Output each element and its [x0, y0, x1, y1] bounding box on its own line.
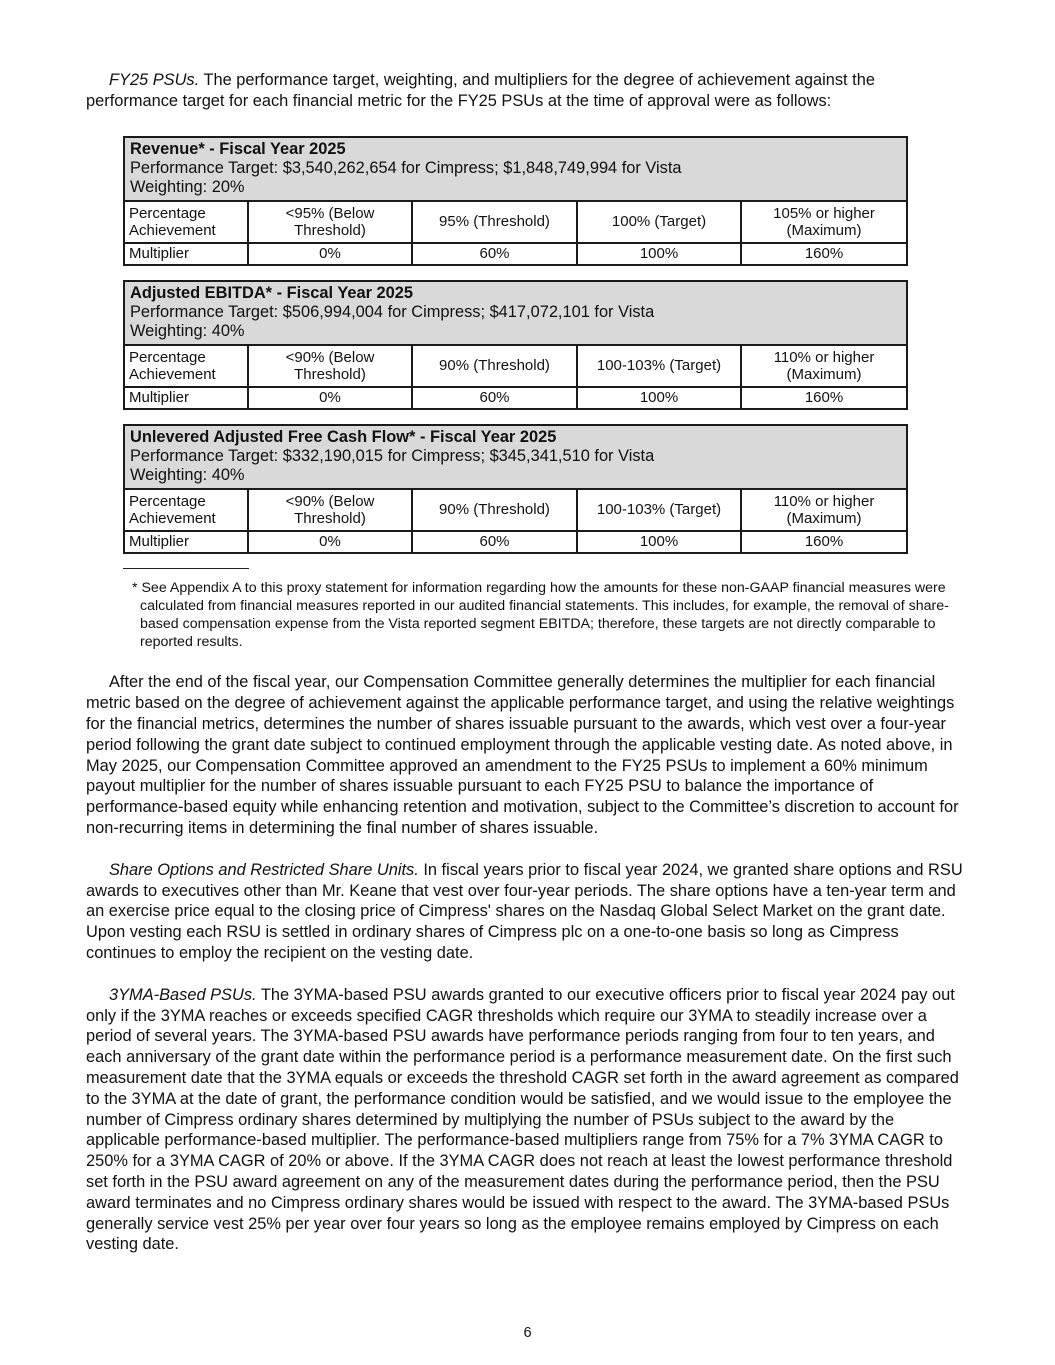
multiplier-label: Multiplier	[124, 243, 248, 265]
multiplier-cell: 0%	[248, 387, 412, 409]
revenue-table	[123, 136, 908, 266]
achievement-row	[124, 201, 907, 243]
intro-paragraph	[86, 70, 970, 112]
achievement-cell: 110% or higher (Maximum)	[741, 489, 907, 531]
table-title: Adjusted EBITDA* - Fiscal Year 2025	[130, 283, 414, 302]
achievement-cell: 100-103% (Target)	[577, 489, 741, 531]
table-header	[124, 281, 907, 345]
page-number: 6	[523, 1325, 532, 1341]
achievement-row	[124, 489, 907, 531]
multiplier-cell: 160%	[741, 531, 907, 553]
body-paragraph	[86, 672, 970, 838]
paragraph-lead: 3YMA-Based PSUs.	[109, 985, 257, 1004]
achievement-cell: 105% or higher (Maximum)	[741, 201, 907, 243]
intro-text: The performance target, weighting, and multipliers for the degree of achievement against the performance target for each financial metric for the FY25 PSUs at the time of approval were as follows:	[86, 71, 875, 110]
achievement-cell: 110% or higher (Maximum)	[741, 345, 907, 387]
performance-target: Performance Target: $506,994,004 for Cimpress; $417,072,101 for Vista	[130, 302, 655, 321]
paragraph-lead: Share Options and Restricted Share Units.	[109, 860, 419, 879]
multiplier-row	[124, 387, 907, 409]
multiplier-cell: 60%	[412, 243, 577, 265]
achievement-label: Percentage Achievement	[124, 345, 248, 387]
weighting: Weighting: 40%	[130, 321, 245, 340]
adjusted-ebitda-table	[123, 280, 908, 410]
spacer	[86, 964, 970, 985]
multiplier-cell: 160%	[741, 387, 907, 409]
footnote-divider	[123, 568, 249, 569]
multiplier-cell: 160%	[741, 243, 907, 265]
page-content	[86, 70, 970, 1255]
achievement-cell: 100-103% (Target)	[577, 345, 741, 387]
achievement-cell: 90% (Threshold)	[412, 489, 577, 531]
achievement-cell: 90% (Threshold)	[412, 345, 577, 387]
achievement-cell: <90% (Below Threshold)	[248, 489, 412, 531]
weighting: Weighting: 40%	[130, 465, 245, 484]
achievement-label: Percentage Achievement	[124, 489, 248, 531]
achievement-row	[124, 345, 907, 387]
paragraph-text: The 3YMA-based PSU awards granted to our executive officers prior to fiscal year 2024 pay out only if the 3YMA reaches or exceeds specified CAGR thresholds which require our 3YMA to steadily increase over a period of several years. The 3YMA-based PSU awards have performance periods ranging from four to ten years, and each anniversary of the grant date within the performance period is a performance measurement date. On the first such measurement date that the 3YMA equals or exceeds the threshold CAGR set forth in the award agreement as compared to the 3YMA at the date of grant, the performance condition would be satisfied, and we would issue to the employee the number of Cimpress ordinary shares determined by multiplying the number of PSUs subject to the award by the applicable performance-based multiplier. The performance-based multipliers range from 75% for a 7% 3YMA CAGR to 250% for a 3YMA CAGR of 20% or above. If the 3YMA CAGR does not reach at least the lowest performance threshold set forth in the PSU award agreement on any of the measurement dates during the performance period, then the PSU award terminates and no Cimpress ordinary shares would be issued with respect to the award. The 3YMA-based PSUs generally service vest 25% per year over four years so long as the employee remains employed by Cimpress on each vesting date.	[86, 985, 959, 1254]
weighting: Weighting: 20%	[130, 177, 245, 196]
table-title: Unlevered Adjusted Free Cash Flow* - Fiscal Year 2025	[130, 427, 557, 446]
multiplier-row	[124, 243, 907, 265]
performance-target: Performance Target: $332,190,015 for Cimpress; $345,341,510 for Vista	[130, 446, 655, 465]
table-header	[124, 425, 907, 489]
multiplier-cell: 100%	[577, 387, 741, 409]
achievement-label: Percentage Achievement	[124, 201, 248, 243]
table-title: Revenue* - Fiscal Year 2025	[130, 139, 346, 158]
multiplier-cell: 0%	[248, 243, 412, 265]
performance-target: Performance Target: $3,540,262,654 for Cimpress; $1,848,749,994 for Vista	[130, 158, 682, 177]
free-cash-flow-table	[123, 424, 908, 554]
multiplier-cell: 0%	[248, 531, 412, 553]
multiplier-row	[124, 531, 907, 553]
achievement-cell: <90% (Below Threshold)	[248, 345, 412, 387]
intro-lead: FY25 PSUs.	[109, 71, 200, 89]
paragraph-text: In fiscal years prior to fiscal year 2024, we granted share options and RSU awards to executives other than Mr. Keane that vest over four-year periods. The share options have a ten-year term and an exercise price equal to the closing price of Cimpress' shares on the Nasdaq Global Select Market on the grant date. Upon vesting each RSU is settled in ordinary shares of Cimpress plc on a one-to-one basis so long as Cimpress continues to employ the recipient on the vesting date.	[86, 860, 963, 962]
paragraph-text: After the end of the fiscal year, our Compensation Committee generally determines the multiplier for each financial metric based on the degree of achievement against the applicable performance target, and using the relative weightings for the financial metrics, determines the number of shares issuable pursuant to the awards, which vest over a four-year period following the grant date subject to continued employment through the applicable vesting date. As noted above, in May 2025, our Compensation Committee approved an amendment to the FY25 PSUs to implement a 60% minimum payout multiplier for the number of shares issuable pursuant to each FY25 PSU to balance the importance of performance-based equity while enhancing retention and motivation, subject to the Committee’s discretion to account for non-recurring items in determining the final number of shares issuable.	[86, 673, 959, 837]
performance-tables	[123, 136, 906, 554]
spacer	[86, 839, 970, 860]
table-header	[124, 137, 907, 201]
multiplier-cell: 100%	[577, 531, 741, 553]
multiplier-cell: 60%	[412, 531, 577, 553]
body-paragraph	[86, 860, 970, 964]
achievement-cell: <95% (Below Threshold)	[248, 201, 412, 243]
body-paragraph	[86, 985, 970, 1255]
spacer	[86, 651, 970, 672]
multiplier-cell: 100%	[577, 243, 741, 265]
achievement-cell: 100% (Target)	[577, 201, 741, 243]
multiplier-label: Multiplier	[124, 531, 248, 553]
achievement-cell: 95% (Threshold)	[412, 201, 577, 243]
multiplier-cell: 60%	[412, 387, 577, 409]
multiplier-label: Multiplier	[124, 387, 248, 409]
footnote: * See Appendix A to this proxy statement for information regarding how the amounts for these non-GAAP financial measures were calculated from financial measures reported in our audited financial statements. This includes, for example, the removal of share-based compensation expense from the Vista reported segment EBITDA; therefore, these targets are not directly comparable to reported results.	[132, 579, 949, 651]
